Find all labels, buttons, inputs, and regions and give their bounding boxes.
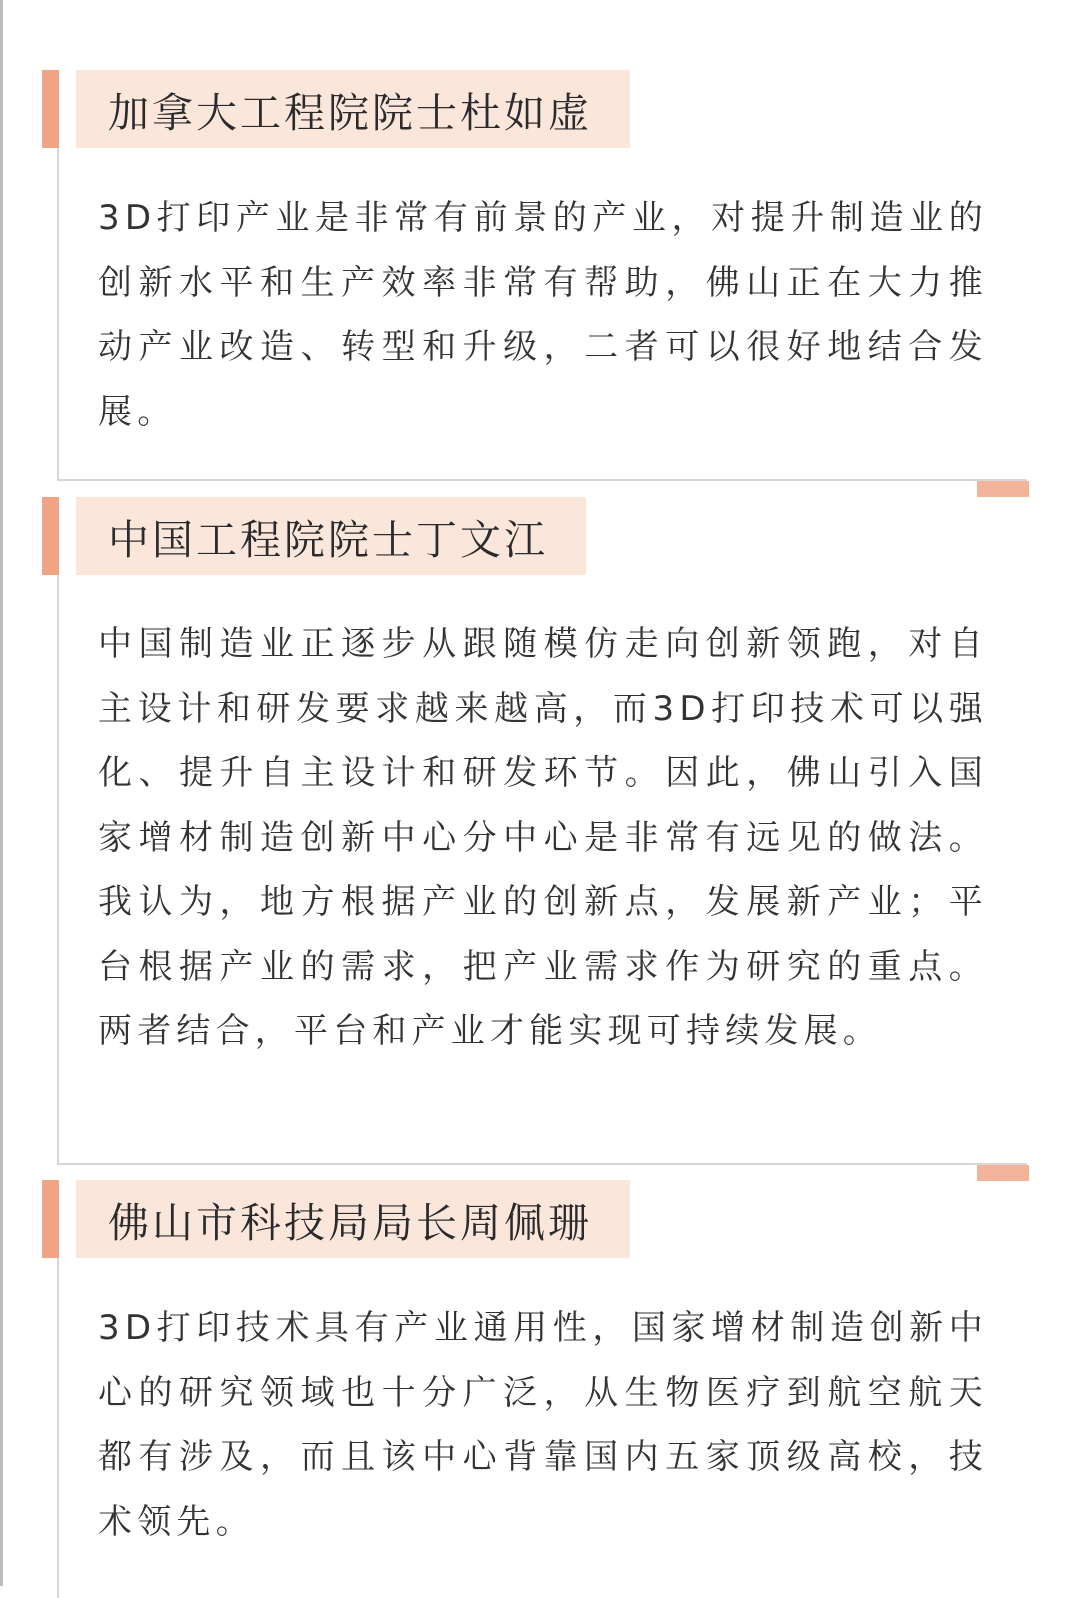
card-corner-tab [977, 1165, 1029, 1181]
section-title-3: 佛山市科技局局长周佩珊 [108, 1198, 592, 1247]
title-accent-bar [42, 1180, 59, 1258]
title-accent-bar [42, 497, 59, 575]
section-text-3: 3D打印技术具有产业通用性，国家增材制造创新中心的研究领域也十分广泛，从生物医疗到航空航天都有涉及，而且该中心背靠国内五家顶级高校，技术领先。 [98, 1308, 988, 1542]
section-text-2: 中国制造业正逐步从跟随模仿走向创新领跑，对自主设计和研发要求越来越高，而3D打印技术可以强化、提升自主设计和研发环节。因此，佛山引入国家增材制造创新中心分中心是非常有远见的做法。我认为，地方根据产业的创新点，发展新产业；平台根据产业的需求，把产业需求作为研究的重点。两者结合，平台和产业才能实现可持续发展。 [98, 624, 988, 1051]
title-accent-bar [42, 70, 59, 148]
section-text-1: 3D打印产业是非常有前景的产业，对提升制造业的创新水平和生产效率非常有帮助，佛山正在大力推动产业改造、转型和升级，二者可以很好地结合发展。 [98, 198, 988, 432]
section-title-bar-2 [42, 497, 586, 575]
section-title-1: 加拿大工程院院士杜如虚 [108, 88, 592, 137]
section-title-2: 中国工程院院士丁文江 [108, 515, 548, 564]
card-corner-tab [977, 481, 1029, 497]
section-title-bar-3 [42, 1180, 630, 1258]
page-left-border [0, 0, 3, 1586]
title-background [76, 1180, 630, 1258]
section-title-bar-1 [42, 70, 630, 148]
title-background [76, 497, 586, 575]
title-background [76, 70, 630, 148]
